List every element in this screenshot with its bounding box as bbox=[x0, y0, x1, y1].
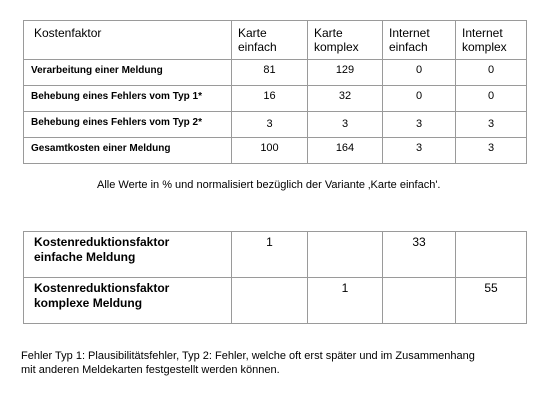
table-cell: 16 bbox=[232, 86, 308, 112]
table-cell: 3 bbox=[383, 112, 456, 138]
row-label: Verarbeitung einer Meldung bbox=[24, 60, 232, 86]
table-row bbox=[24, 112, 527, 138]
table-cell: 3 bbox=[383, 138, 456, 164]
header-cell-internet-einfach: Internet einfach bbox=[383, 21, 456, 60]
table-cell: 81 bbox=[232, 60, 308, 86]
table-row bbox=[24, 60, 527, 86]
table-cell: 0 bbox=[383, 86, 456, 112]
header-cell-karte-komplex: Karte komplex bbox=[308, 21, 383, 60]
footnote-line: Fehler Typ 1: Plausibilitätsfehler, Typ 2: Fehler, welche oft erst später und im Zusammenhang bbox=[21, 350, 475, 362]
row-label: Kostenreduktionsfaktor komplexe Meldung bbox=[24, 278, 232, 324]
table-cell: 33 bbox=[383, 232, 456, 278]
footnote-line: mit anderen Meldekarten festgestellt werden können. bbox=[21, 364, 280, 376]
row-label: Behebung eines Fehlers vom Typ 2* bbox=[24, 112, 232, 138]
table-cell bbox=[232, 278, 308, 324]
table-cell: 0 bbox=[456, 60, 527, 86]
header-cell-karte-einfach: Karte einfach bbox=[232, 21, 308, 60]
table-row bbox=[24, 138, 527, 164]
cost-reduction-table bbox=[23, 231, 527, 324]
footnote bbox=[21, 349, 551, 377]
table-cell: 0 bbox=[456, 86, 527, 112]
table-cell: 100 bbox=[232, 138, 308, 164]
row-label: Gesamtkosten einer Meldung bbox=[24, 138, 232, 164]
table-cell: 3 bbox=[456, 112, 527, 138]
cost-factor-table bbox=[23, 20, 527, 164]
table-cell: 1 bbox=[308, 278, 383, 324]
row-label: Kostenreduktionsfaktor einfache Meldung bbox=[24, 232, 232, 278]
table-cell: 164 bbox=[308, 138, 383, 164]
table-cell bbox=[383, 278, 456, 324]
table-cell: 55 bbox=[456, 278, 527, 324]
table-cell: 3 bbox=[308, 112, 383, 138]
table-cell: 1 bbox=[232, 232, 308, 278]
table-cell: 3 bbox=[456, 138, 527, 164]
table-cell: 129 bbox=[308, 60, 383, 86]
row-label: Behebung eines Fehlers vom Typ 1* bbox=[24, 86, 232, 112]
table-header-row bbox=[24, 21, 527, 60]
table-cell: 32 bbox=[308, 86, 383, 112]
table-cell: 0 bbox=[383, 60, 456, 86]
header-cell-kostenfaktor: Kostenfaktor bbox=[24, 21, 232, 60]
header-cell-internet-komplex: Internet komplex bbox=[456, 21, 527, 60]
values-note: Alle Werte in % und normalisiert bezüglich der Variante ‚Karte einfach'. bbox=[97, 179, 441, 191]
table-row bbox=[24, 278, 527, 324]
table-row bbox=[24, 232, 527, 278]
table-cell bbox=[308, 232, 383, 278]
table-row bbox=[24, 86, 527, 112]
table-cell bbox=[456, 232, 527, 278]
table-cell: 3 bbox=[232, 112, 308, 138]
